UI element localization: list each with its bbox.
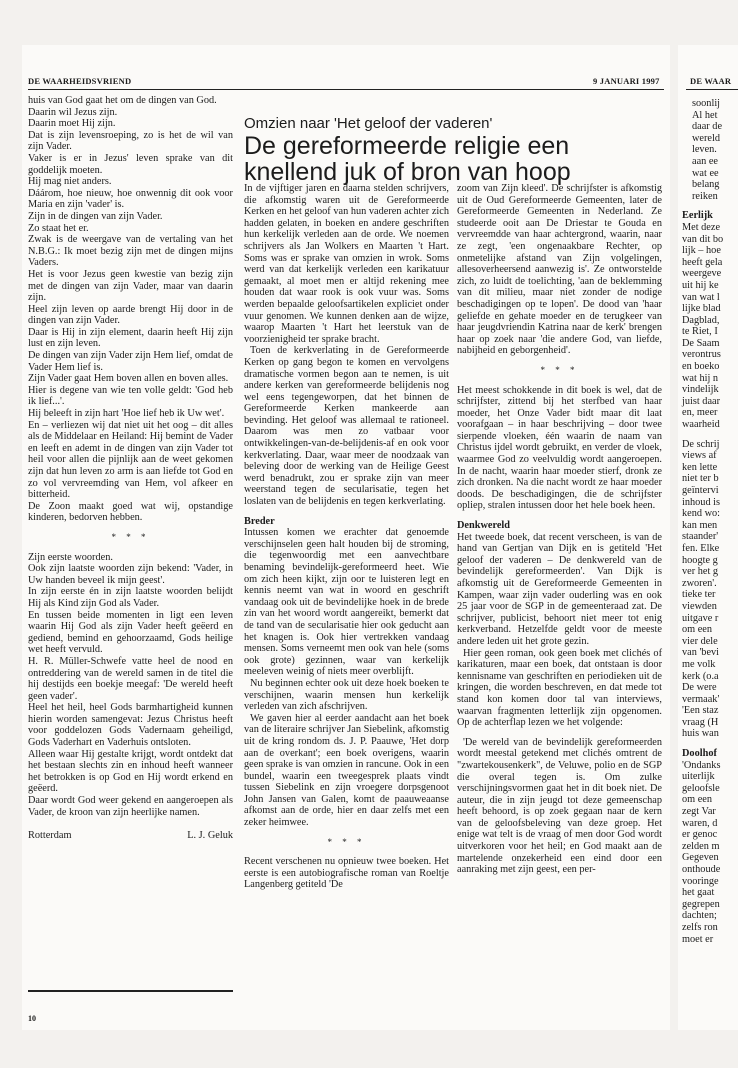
side-line: uitgave r xyxy=(682,612,719,624)
side-line: vraag (H xyxy=(682,716,719,728)
paragraph: Dáárom, hoe nieuw, hoe onwennig dit ook voor Maria en zijn 'vader' is. xyxy=(28,187,233,211)
side-line: en, meer xyxy=(682,407,718,419)
issue-date: 9 JANUARI 1997 xyxy=(593,76,660,86)
side-line: kerk (o.a xyxy=(682,670,719,682)
signature-place: Rotterdam xyxy=(28,830,72,842)
side-line: zelfs ron xyxy=(682,921,718,933)
paragraph: Het is voor Jezus geen kwestie van bezig zijn met de dingen van zijn Vader, maar van daarin zijn. xyxy=(28,268,233,304)
side-lines-c xyxy=(682,439,723,740)
paragraph: De Zoon maakt goed wat wij, opstandige kinderen, bedorven hebben. xyxy=(28,500,233,524)
side-line: zworen'. xyxy=(682,577,717,589)
side-line: inhoud is xyxy=(682,496,721,508)
side-line: ken lette xyxy=(682,461,718,473)
side-line: uit hij ke xyxy=(682,279,719,291)
publication-name: DE WAARHEIDSVRIEND xyxy=(28,76,132,86)
side-line: om een xyxy=(682,794,713,806)
paragraph: Hij mag niet anders. xyxy=(28,176,112,188)
paragraph: Heel zijn leven op aarde brengt Hij door in de dingen van zijn Vader. xyxy=(28,303,233,327)
paragraph: De dingen van zijn Vader zijn Hem lief, omdat de Vader Hem lief is. xyxy=(28,350,233,373)
side-lines-a xyxy=(682,98,723,202)
paragraph: Zijn eerste woorden. xyxy=(28,551,113,563)
paragraph: Nu beginnen echter ook uit deze hoek boeken te verschijnen, waarin mensen hun kerkelijk verleden van zich afschrijven. xyxy=(244,677,449,713)
side-line: lijk – hoe xyxy=(682,245,721,257)
paragraph: Vaker is er in Jezus' leven sprake van dit goddelijk moeten. xyxy=(28,152,233,176)
side-line: Gegeven xyxy=(682,852,719,864)
side-lines-b xyxy=(682,222,723,431)
side-line: het gaat xyxy=(682,887,715,899)
side-line: daar de xyxy=(692,121,723,133)
side-line: Met deze xyxy=(682,221,721,233)
middle-column-paragraphs-3 xyxy=(244,856,449,891)
paragraph: Het tweede boek, dat recent verscheen, is van de hand van Gertjan van Dijk en is getiteld 'Het geloof der vaderen – De denkwereld van de bevindelijk gereformeerden'. Van Dijk is afkomstig uit de Gereformeerde Gemeenten in Kampen, waar zijn vader ouderling was en ook 25 jaar voor de SGP in de gemeenteraad zat. De schrijver, publicist, behoort niet meer tot enig kerkverband. Hetzelfde geldt voor de meeste andere leden uit het grote gezin. xyxy=(457,531,662,647)
side-lines-d xyxy=(682,760,723,946)
side-line: soonlij xyxy=(692,98,721,109)
side-line: gegrepen xyxy=(682,898,720,910)
signature-author: L. J. Geluk xyxy=(187,830,233,842)
side-line: moet er xyxy=(682,933,714,945)
side-line: huis wan xyxy=(682,728,719,740)
side-line: aan ee xyxy=(692,155,719,167)
side-line: leven. xyxy=(692,144,717,156)
left-column-paragraphs xyxy=(28,95,233,524)
side-line: van 'bevi xyxy=(682,647,720,659)
paragraph: Toen de kerkverlating in de Gereformeerde Kerken op gang begon te komen en vervolgens dramatische vormen begon aan te nemen, is uit andere kerken van gereformeerde belijdenis nog wel eens tegengeworpen, dat het binnen de Gereformeerde Kerken mankeerde aan bevinding. Het geloof was allemaal te rationeel. Daarom was men zo vatbaar voor ontwikkelingen-van-de-belijdenis-af en ook voor kerkverlating. Daar, waar meer de noodzaak van beleving door de werking van de Heilige Geest werd benadrukt, zou er sprake zijn van meer weerstand tegen de secularisatie, tegen het loslaten van de belijdenis en tegen kerkverlating. xyxy=(244,345,449,508)
paragraph: In de vijftiger jaren en daarna stelden schrijvers, die afkomstig waren uit de Gereformeerde Kerken en het geloof van hun vaderen achter zich hadden gelaten, in boeken en andere geschriften hun kerkelijk verleden aan de orde. We noemen schrijvers als Jan Wolkers en Maarten 't Hart. Soms was er sprake van omzien in wrok. Soms werd van dat kerkelijk verleden een karikatuur gemaakt, al moet men er altijd rekening mee houden dat waar rook is ook vuur was. Soms werden bepaalde geloofsartikelen expliciet onder vuur genomen. We kunnen denken aan de wijze, waarop Maarten 't Hart het leerstuk van de voorzienigheid ter sprake bracht. xyxy=(244,183,449,345)
side-line: wat hij n xyxy=(682,372,719,384)
next-page-header-rule xyxy=(686,89,738,90)
article-headline: De gereformeerde religie een knellend juk of bron van hoop xyxy=(244,132,571,186)
paragraph: We gaven hier al eerder aandacht aan het boek van de literaire schrijver Jan Siebelink, afkomstig uit de kring rondom ds. J. P. Paauwe, 'Het dorp aan de overkant'; een boek overigens, waarin geen sprake is van omzien in rancune. Ook in een bundel, waarin een tweegesprek plaats vindt tussen Siebelink en zijn vroegere dorpsgenoot John Jansen van Galen, komt de paauweaanse afkomst aan de orde, hier en daar zelfs met een zeker heimwee. xyxy=(244,712,449,829)
side-line: Dagblad, xyxy=(682,314,720,326)
side-line: waren, d xyxy=(682,817,718,829)
side-line: onthoude xyxy=(682,864,721,875)
section-divider-stars: * * * xyxy=(540,364,579,375)
section-divider-stars: * * * xyxy=(111,531,150,542)
middle-column-paragraphs xyxy=(244,183,449,508)
side-line: De schrij xyxy=(682,438,720,450)
paragraph: H. R. Müller-Schwefe vatte heel de nood en ontreddering van de wereld samen in de titel die hij destijds een boekje meegaf: 'De wereld heeft geen vader'. xyxy=(28,655,233,702)
side-line: De were xyxy=(682,682,717,694)
paragraph: Zijn Vader gaat Hem boven allen en boven alles. xyxy=(28,373,229,385)
side-line: vier dele xyxy=(682,635,718,647)
side-line: waarheid xyxy=(682,419,720,431)
side-line: wereld xyxy=(692,132,721,144)
side-subheading-eerlijk: Eerlijk xyxy=(682,210,713,222)
side-line: van dit bo xyxy=(682,233,724,245)
paragraph: Daar wordt God weer gekend en aangeroepen als Vader, de kroon van zijn heerlijke namen. xyxy=(28,795,233,818)
page-number: 10 xyxy=(28,1014,36,1023)
paragraph: Het meest schokkende in dit boek is wel, dat de schrijfster, zittend bij het sterfbed van haar moeder, het Onze Vader bidt maar dit laat voorafgaan – in haar beschrijving – door twee sierpende vloeken, één waarin de naam van Christus ijdel wordt gebruikt, en verder de vloek, waarmee God zo veelvuldig wordt aangeroepen. In de nacht, waarin haar moeder stierf, dronk ze zich dronken. Na die nacht wordt ze haar moeder doods. De beschadigingen, die de schrijfster opliep, stralen intussen door het hele boek heen. xyxy=(457,384,662,512)
next-page-publication-name: DE WAAR xyxy=(690,76,732,86)
paragraph: En tussen beide momenten in ligt een leven waarin Hij God als zijn Vader heeft geëerd en gediend, bemind en gehoorzaamd, Gods heilige wet heeft vervuld. xyxy=(28,609,233,656)
side-line: uiterlijk xyxy=(682,771,715,783)
side-line: en boeko xyxy=(682,361,720,373)
side-line: wat ee xyxy=(692,167,719,179)
side-line: 'Ondanks xyxy=(682,759,721,771)
side-line: ver het g xyxy=(682,566,719,578)
side-line: er genoc xyxy=(682,829,718,841)
side-line: juist daar xyxy=(682,395,721,407)
side-line: reiken xyxy=(692,190,718,202)
paragraph: In zijn eerste én in zijn laatste woorden belijdt Hij als Kind zijn God als Vader. xyxy=(28,586,233,609)
left-column-paragraphs-2 xyxy=(28,552,233,819)
side-line: staander' xyxy=(682,531,719,543)
paragraph: Daarin wil Jezus zijn. xyxy=(28,106,118,118)
side-line: zegt Var xyxy=(682,806,716,818)
side-line: vermaak' xyxy=(682,693,720,705)
side-line: vooringe xyxy=(682,875,719,887)
paragraph: Zijn in de dingen van zijn Vader. xyxy=(28,210,163,222)
header-rule xyxy=(28,89,664,90)
paragraph: huis van God gaat het om de dingen van God. xyxy=(28,95,217,106)
middle-column-paragraphs-2 xyxy=(244,527,449,828)
side-line: kan men xyxy=(682,519,718,531)
side-line: heeft gela xyxy=(682,256,723,268)
paragraph: Daar is Hij in zijn element, daarin heeft Hij zijn lust en zijn leven. xyxy=(28,326,233,350)
right-column xyxy=(457,183,662,876)
side-line: Al het xyxy=(692,109,718,121)
paragraph: Hij beleeft in zijn hart 'Hoe lief heb ik Uw wet'. xyxy=(28,408,225,420)
paragraph: Hier geen roman, ook geen boek met clichés of karikaturen, maar een boek, dat ontstaan is door kennisname van geschriften en periodieken uit de kringen, die worden beschreven, en dat mede tot stand kon komen door tal van interviews, waarvan fragmenten letterlijk zijn opgenomen. Op de achterflap lezen we het volgende: xyxy=(457,647,662,729)
paragraph: Zo staat het er. xyxy=(28,222,89,234)
right-column-paragraphs xyxy=(457,183,662,357)
paragraph: Ook zijn laatste woorden zijn bekend: 'Vader, in Uw handen beveel ik mijn geest'. xyxy=(28,563,233,586)
paragraph: Intussen komen we erachter dat genoemde verschijnselen geen halt houden bij de stroming, die tegenwoordig met een aanvechtbare benaming bevindelijk-gereformeerd heet. Wie om zich heen kijkt, zijn oor te luisteren legt en kennis neemt van wat in woord en geschrift vandaag ook uit de bevindelijke hoek in de brede zin van het woord wordt aangereikt, bemerkt dat de tand van de secularisatie hier ook geducht aan het knagen is. Ook hier vertrekken vandaag mensen. Soms verneemt men ook van hele (soms ook grote) gezinnen, waar van kerkelijk meeleven weinig of niets meer overblijft. xyxy=(244,527,449,678)
side-line: geloofsle xyxy=(682,782,720,794)
paragraph: Dat is zijn levensroeping, zo is het de wil van zijn Vader. xyxy=(28,129,233,153)
side-line: lijke blad xyxy=(682,303,721,315)
middle-column xyxy=(244,183,449,891)
paragraph: zoom van Zijn kleed'. De schrijfster is afkomstig uit de Oud Gereformeerde Gemeenten, later de Gereformeerde Gemeenten in Nederland. Ze studeerde ooit aan De Driestar te Gouda en vervreemdde van haar achtergrond, waarin, naar ze zegt, 'een ongenaakbare Rechter, op onmetelijke afstand van Zijn volgelingen, allesoverheersend aanwezig is'. Ze ontworstelde zich, zo luidt de toelichting, 'aan de beklemming van dit milieu, maar niet zonder de nodige beschadigingen op te lopen'. De dood van 'haar geliefde en gehate moeder en de terugkeer van haar jeugdvriendin Katrina naar de kerk' brengen haar op zoek naar 'die andere God, van liefde, nabijheid en geborgenheid'. xyxy=(457,183,662,357)
side-line: weergeve xyxy=(682,268,722,280)
back-cover-quote: 'De wereld van de bevindelijk gereformeerden wordt meestal getekend met clichés omtrent de "zwartekousenkerk", de Veluwe, polio en de SGP die overal tegen is. Om zulke verschijningsvormen gaat het in dit boek niet. De auteur, die in zijn jeugd tot deze gemeenschap heeft behoord, is op zoek gegaan naar de kern van de geloofsbeleving van deze groep. Het enige wat telt is de vraag of men door God wordt uitverkoren voor het heil; en God maakt aan de martelende onzekerheid een eind door een aanraking met zijn geest, een per- xyxy=(457,736,662,876)
right-column-paragraphs-2 xyxy=(457,385,662,513)
article-kicker: Omzien naar 'Het geloof der vaderen' xyxy=(244,115,493,132)
paragraph: Daarin moet Hij zijn. xyxy=(28,118,116,130)
side-line: viewden xyxy=(682,600,717,612)
paragraph: Alleen waar Hij gestalte krijgt, wordt ontdekt dat het bestaan slechts zin en inhoud heeft wanneer het betrokken is op God en Hij wordt erkend en geëerd. xyxy=(28,748,233,795)
side-page-column xyxy=(682,98,723,945)
side-subheading-doolhof: Doolhof xyxy=(682,748,717,760)
side-line: dachten; xyxy=(682,910,717,922)
column-end-rule xyxy=(28,990,233,992)
paragraph: Hier is degene van wie ten volle geldt: 'God heb ik lief...'. xyxy=(28,384,233,408)
side-line: belang xyxy=(692,179,720,191)
side-line: hoogte g xyxy=(682,554,718,566)
side-line: tieke ter xyxy=(682,589,716,601)
side-line: te Riet, I xyxy=(682,326,718,338)
subheading-denkwereld: Denkwereld xyxy=(457,520,511,532)
right-column-paragraphs-3 xyxy=(457,532,662,729)
side-line: vindelijk xyxy=(682,384,719,396)
side-line: niet ter b xyxy=(682,473,719,485)
side-line: De Saam xyxy=(682,337,720,349)
left-column xyxy=(28,95,233,842)
side-line: kend wo: xyxy=(682,508,721,520)
paragraph: Zwak is de weergave van de vertaling van het N.B.G.: Ik moet bezig zijn met de dingen mijns Vaders. xyxy=(28,234,233,269)
side-line: van wat l xyxy=(682,291,720,303)
signature xyxy=(28,830,233,842)
side-line: fen. Elke xyxy=(682,542,720,554)
paragraph: Heel het heil, heel Gods barmhartigheid kunnen hierin worden samengevat: Jezus Christus heeft voor goddelozen Gods Vadernaam geheiligd, Gods Vaderhart en Vaderhuis ontsloten. xyxy=(28,702,233,749)
side-line: om een xyxy=(682,624,713,636)
side-line: zelden m xyxy=(682,840,720,852)
side-line: me volk xyxy=(682,658,716,670)
side-line: views af xyxy=(682,450,717,462)
section-divider-stars: * * * xyxy=(327,836,366,847)
side-line: 'Een staz xyxy=(682,705,719,717)
paragraph: En – verliezen wij dat niet uit het oog – dit alles als de Middelaar en Heiland: Hij bemint de Vader en leeft en ademt in de dingen van zijn Vader tot heil voor allen die pijnlijk aan de weet gekomen zijn dat hun leven zo arm is aan liefde tot God en zo vol vervreemding van Hem, vol afkeer en bitterheid. xyxy=(28,419,233,501)
paragraph: Recent verschenen nu opnieuw twee boeken. Het eerste is een autobiografische roman van Roeltje Langenberg getiteld 'De xyxy=(244,856,449,891)
side-line: geïntervi xyxy=(682,485,719,496)
subheading-breder: Breder xyxy=(244,515,275,527)
side-line: verontrus xyxy=(682,349,721,361)
